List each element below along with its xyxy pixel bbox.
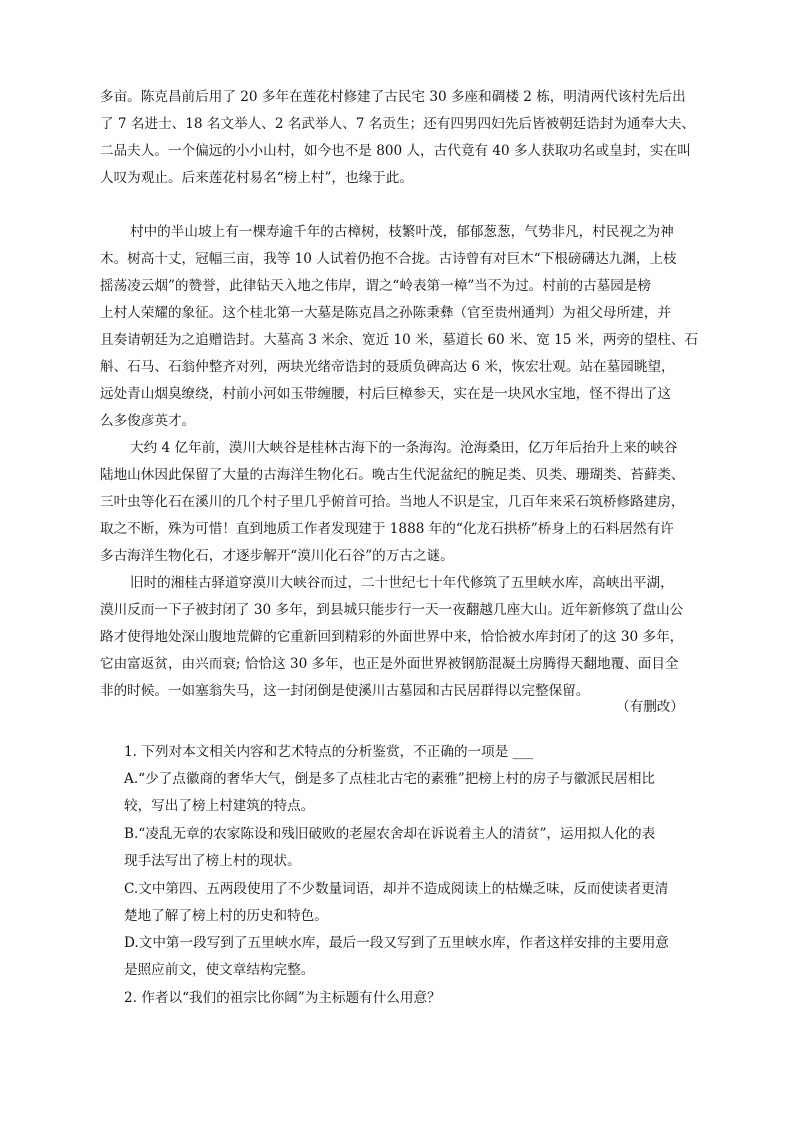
question-stem: 2. 作者以“我们的祖宗比你阔”为主标题有什么用意？: [124, 990, 441, 1006]
passage-line: 路才使得地处深山腹地荒僻的它重新回到精彩的外面世界中来，恰恰被水库封闭了的这 30 多年，: [100, 629, 684, 645]
answer-option-line: B.“凌乱无章的农家陈设和残旧破败的老屋农舍却在诉说着主人的清贫”，运用拟人化的表: [124, 826, 656, 842]
passage-line: 大约 4 亿年前，漠川大峡谷是桂林古海下的一条海沟。沧海桑田，亿万年后抬升上来的峡谷: [130, 440, 678, 456]
passage-line: 非的时候。一如塞翁失马，这一封闭倒是使溪川古墓园和古民居群得以完整保留。: [100, 683, 590, 699]
passage-line: 旧时的湘桂古驿道穿漠川大峡谷而过，二十世纪七十年代修筑了五里峡水库，高峡出平湖，: [130, 575, 674, 591]
passage-line: 斛、石马、石翁仲整齐对列，两块光绪帝诰封的聂质负碑高达 6 米，恢宏壮观。站在墓园眺望，: [100, 359, 675, 375]
passage-line: 多亩。陈克昌前后用了 20 多年在莲花村修建了古民宅 30 多座和碉楼 2 栋，明清两代该村先后出: [100, 89, 686, 105]
answer-option-line: 现手法写出了榜上村的现状。: [124, 853, 301, 869]
passage-line: 它由富返贫，由兴而衰; 恰恰这 30 多年，也正是外面世界被钢筋混凝土房腾得天翻地覆、面目全: [100, 656, 679, 672]
passage-line: 三叶虫等化石在溪川的几个村子里几乎俯首可拾。当地人不识是宝，几百年来采石筑桥修路建房，: [100, 494, 685, 510]
passage-line: 了 7 名进士、18 名文举人、2 名武举人、7 名贡生；还有四男四妇先后皆被朝廷诰封为通奉大夫、: [100, 116, 696, 132]
passage-line: 么多俊彦英才。: [100, 413, 196, 429]
passage-line: 多古海洋生物化石，才逐步解开“漠川化石谷”的万古之谜。: [100, 548, 454, 564]
answer-option-line: 较，写出了榜上村建筑的特点。: [124, 798, 315, 814]
passage-line: 陆地山休因此保留了大量的古海洋生物化石。晚古生代泥盆纪的腕足类、贝类、珊瑚类、苔藓类、: [100, 467, 685, 483]
passage-line: 取之不断，殊为可惜！直到地质工作者发现建于 1888 年的“化龙石拱桥”桥身上的石料居然有许: [100, 521, 674, 537]
passage-line: 村中的半山坡上有一棵寿逾千年的古樟树，枝繁叶茂，郁郁葱葱，气势非凡，村民视之为神: [130, 224, 674, 240]
answer-option-line: 楚地了解了榜上村的历史和特色。: [124, 908, 328, 924]
passage-line: 上村人荣耀的象征。这个桂北第一大墓是陈克昌之孙陈秉彝（官至贵州通判）为祖父母所建，并: [100, 305, 671, 321]
answer-option-line: D.文中第一段写到了五里峡水库，最后一段又写到了五里峡水库，作者这样安排的主要用意: [124, 935, 669, 951]
passage-line: 漠川反而一下子被封闭了 30 多年，到县城只能步行一天一夜翻越几座大山。近年新修筑了盘山公: [100, 602, 684, 618]
passage-line: 二品夫人。一个偏远的小小山村，如今也不是 800 人，古代竟有 40 多人获取功名或皇封，实在叫: [100, 143, 691, 159]
passage-line: 远处青山烟臭缭绕，村前小河如玉带缠腰，村后巨樟参天，实在是一块风水宝地，怪不得出了这: [100, 386, 671, 402]
passage-line: 且奏请朝廷为之追赠诰封。大墓高 3 米余、宽近 10 米，墓道长 60 米、宽 15 米，两旁的望柱、石: [100, 332, 699, 348]
answer-option-line: C.文中第四、五两段使用了不少数量词语，却并不造成阅读上的枯燥乏味，反而使读者更清: [124, 881, 669, 897]
question-stem: 1. 下列对本文相关内容和艺术特点的分析鉴赏，不正确的一项是 ___: [124, 744, 534, 760]
source-note: （有删改）: [616, 699, 684, 715]
passage-line: 摇荡凌云烟”的赞誉，此律钻天入地之伟岸，谓之“岭表第一樟”当不为过。村前的古墓园是榜: [100, 278, 652, 294]
answer-option-line: A.“少了点徽商的奢华大气，倒是多了点桂北古宅的素雅”把榜上村的房子与徽派民居相比: [124, 771, 656, 787]
passage-line: 木。树高十丈，冠幅三亩，我等 10 人试着仍抱不合拢。古诗曾有对巨木“下根磅礴达九渊，上枝: [100, 251, 677, 267]
passage-line: 人叹为观止。后来莲花村易名“榜上村”，也缘于此。: [100, 170, 413, 186]
answer-option-line: 是照应前文，使文章结构完整。: [124, 962, 315, 978]
